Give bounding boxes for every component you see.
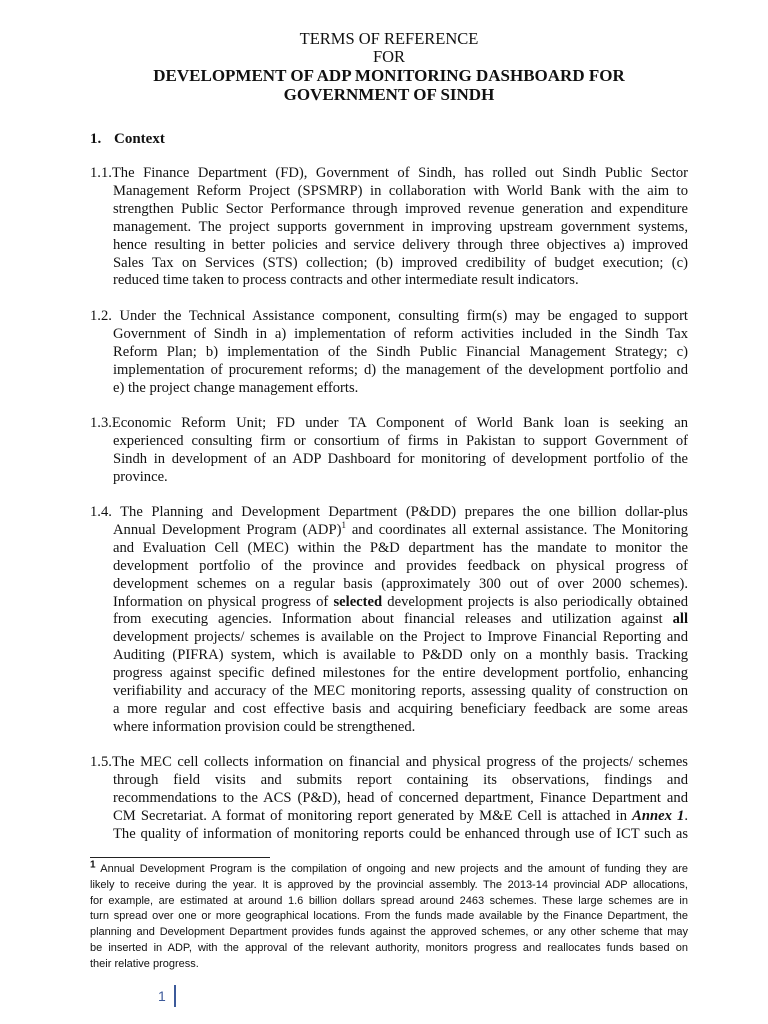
paragraph-line: Reform Plan; b) implementation of the Sindh Public Financial Management Strategy; c) bbox=[113, 343, 688, 360]
paragraph-line: through field visits and submits report containing its observations, findings and bbox=[113, 771, 688, 788]
section-number: 1. bbox=[90, 131, 102, 147]
paragraph-1-5 bbox=[90, 754, 688, 844]
paragraph-line: implementation of procurement reforms; d) the management of the development portfolio and bbox=[113, 361, 688, 378]
paragraph-1-3 bbox=[90, 415, 688, 487]
paragraph-line: development portfolio of the province and provides feedback on physical progress of bbox=[113, 557, 688, 574]
paragraph-line: 1.2. Under the Technical Assistance component, consulting firm(s) may be engaged to support bbox=[90, 308, 688, 324]
paragraph-line: 1.3.Economic Reform Unit; FD under TA Component of World Bank loan is seeking an bbox=[90, 415, 688, 431]
paragraph-line: hence resulting in better policies and service delivery through three objectives a) improved bbox=[113, 236, 688, 253]
paragraph-line: management. The project supports government in improving upstream government systems, bbox=[113, 218, 688, 235]
title-line-1: TERMS OF REFERENCE bbox=[299, 29, 479, 48]
footnote-line bbox=[90, 859, 688, 878]
text-run: from executing agencies. Information about financial releases and utilization against bbox=[113, 611, 673, 628]
section-heading bbox=[90, 130, 165, 148]
paragraph-line bbox=[90, 522, 688, 540]
paragraph-line: development projects/ schemes is available on the Project to Improve Financial Reporting and bbox=[113, 629, 688, 646]
title-line-3: DEVELOPMENT OF ADP MONITORING DASHBOARD FOR bbox=[153, 66, 625, 85]
text-run: Information on physical progress of bbox=[113, 593, 334, 610]
paragraph-line bbox=[90, 611, 688, 629]
bold-text: selected bbox=[333, 593, 383, 610]
paragraph-1-4 bbox=[90, 504, 688, 737]
footnote-reference: 1 bbox=[341, 520, 346, 531]
paragraph-line: strengthen Public Sector Performance through improved revenue generation and expenditure bbox=[113, 200, 688, 217]
paragraph-line: and Evaluation Cell (MEC) within the P&D department has the mandate to monitor the bbox=[113, 539, 688, 556]
paragraph-line: verifiability and accuracy of the MEC monitoring reports, assessing quality of construction on bbox=[113, 683, 688, 700]
paragraph-line: development schemes on a regular basis (approximately 300 out of over 2000 schemes). bbox=[113, 575, 688, 592]
footnote-line: likely to receive during the year. It is approved by the provincial assembly. The 2013-14 provincial ADP allocations, bbox=[90, 878, 688, 891]
paragraph-1-2 bbox=[90, 308, 688, 398]
paragraph-line: 1.4. The Planning and Development Department (P&DD) prepares the one billion dollar-plus bbox=[90, 504, 688, 520]
footnote-line: be inserted in ADP, with the approval of the relevant authority, monitors progress and reallocates funds based on bbox=[90, 941, 688, 954]
paragraph-line: recommendations to the ACS (P&D), head of concerned department, Finance Department and bbox=[113, 789, 688, 806]
title-line-2: FOR bbox=[372, 47, 406, 66]
bold-text: all bbox=[672, 611, 688, 628]
paragraph-line: progress against specific defined milestones for the entire development portfolio, enhancing bbox=[113, 665, 688, 682]
paragraph-line: where information provision could be strengthened. bbox=[113, 718, 416, 735]
paragraph-line bbox=[90, 594, 688, 612]
paragraph-line: reduced time taken to process contracts and other intermediate result indicators. bbox=[113, 272, 579, 289]
paragraph-line: province. bbox=[113, 468, 168, 485]
paragraph-line: Sales Tax on Services (STS) collection; (b) improved credibility of budget execution; (c) bbox=[113, 254, 688, 271]
paragraph-line: a more regular and cost effective basis and acquiring beneficiary feedback are some areas bbox=[113, 700, 688, 717]
text-run: . bbox=[684, 807, 688, 824]
paragraph-line: 1.5.The MEC cell collects information on financial and physical progress of the projects/ schemes bbox=[90, 754, 688, 770]
paragraph-line: Management Reform Project (SPSMRP) in collaboration with World Bank with the aim to bbox=[113, 182, 688, 199]
title-block bbox=[90, 30, 688, 104]
paragraph-line: The quality of information of monitoring reports could be enhanced through use of ICT such as bbox=[113, 825, 688, 842]
text-run: development projects is also periodically obtained bbox=[382, 593, 688, 610]
annex-reference: Annex 1 bbox=[632, 807, 685, 824]
footnote-line: turn spread over one or more geographical locations. From the funds made available by the Finance Department, the bbox=[90, 910, 688, 923]
footnote bbox=[90, 859, 688, 973]
paragraph-line: Sindh in development of an ADP Dashboard for monitoring of development portfolio of the bbox=[113, 450, 688, 467]
title-line-4: GOVERNMENT OF SINDH bbox=[283, 85, 495, 104]
text-run: and coordinates all external assistance. The Monitoring bbox=[345, 521, 689, 538]
paragraph-line: 1.1.The Finance Department (FD), Government of Sindh, has rolled out Sindh Public Sector bbox=[90, 165, 688, 181]
footnote-number: 1 bbox=[90, 859, 96, 871]
paragraph-line: Auditing (PIFRA) system, which is available to P&DD only on a monthly basis. Tracking bbox=[113, 647, 688, 664]
text-run: Annual Development Program is the compilation of ongoing and new projects and the amount of funding they are bbox=[95, 863, 688, 875]
section-title: Context bbox=[114, 131, 165, 147]
paragraph-line: e) the project change management efforts. bbox=[113, 379, 359, 396]
paragraph-line bbox=[90, 808, 688, 826]
footnote-line: for example, are estimated at around 1.6 billion dollars spread around 2463 schemes. These large schemes are in bbox=[90, 894, 688, 907]
text-run: Annual Development Program (ADP) bbox=[113, 521, 342, 538]
page-number: 1 bbox=[158, 985, 176, 1007]
text-run: CM Secretariat. A format of monitoring report generated by M&E Cell is attached in bbox=[113, 807, 633, 824]
paragraph-line: Government of Sindh in a) implementation of reform activities included in the Sindh Tax bbox=[113, 325, 688, 342]
footnote-separator bbox=[90, 857, 270, 858]
footnote-line: planning and Development Department provides funds against the approved schemes, or any other scheme that may bbox=[90, 926, 688, 939]
paragraph-1-1 bbox=[90, 165, 688, 290]
footnote-line: their relative progress. bbox=[90, 957, 199, 970]
paragraph-line: experienced consulting firm or consortium of firms in Pakistan to support Government of bbox=[113, 432, 688, 449]
